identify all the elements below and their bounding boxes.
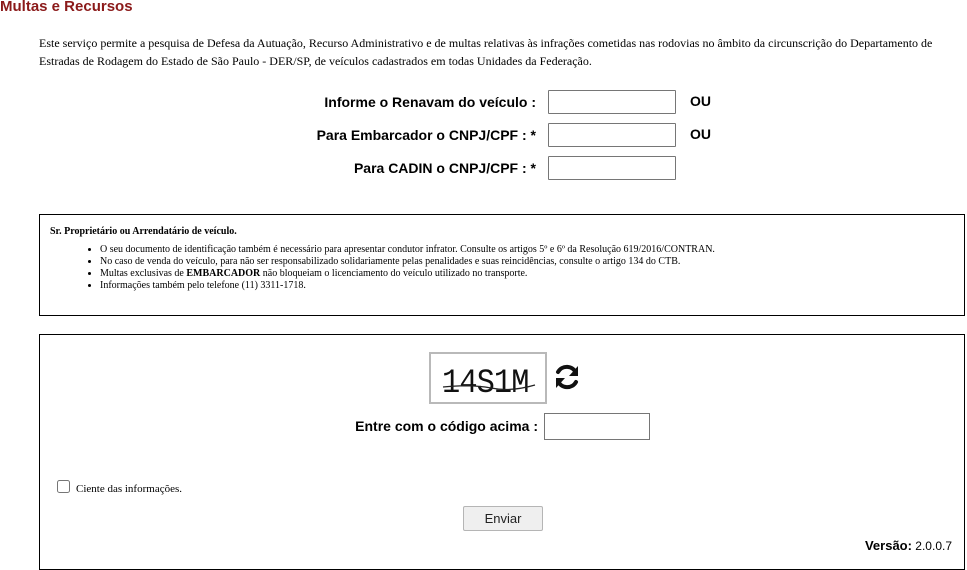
embarcador-cnpj-input[interactable] <box>548 123 676 147</box>
captcha-code-text: 14S1M <box>442 363 529 402</box>
cadin-label: Para CADIN o CNPJ/CPF : * <box>353 160 536 176</box>
submit-button[interactable]: Enviar <box>463 506 543 531</box>
notice-heading: Sr. Proprietário ou Arrendatário de veículo. <box>50 226 237 237</box>
captcha-glyphs <box>431 354 545 402</box>
notice-item-vehicle-sale: • No caso de venda do veículo, para não ser responsabilizado solidariamente pelas penalidades e suas reincidências, consulte o artigo 134 do CTB. <box>100 256 960 268</box>
cadin-row <box>136 156 536 180</box>
version-label: Versão: <box>864 538 912 553</box>
agree-label: Ciente das informações. <box>76 483 182 495</box>
or-label-1: OU <box>690 93 711 109</box>
owner-notice-box <box>39 214 965 316</box>
intro-text: Este serviço permite a pesquisa de Defesa da Autuação, Recurso Administrativo e de multas relativas às infrações cometidas nas rodovias no âmbito da circunscrição do Departamento de Estradas de Rodagem do Estado de São Paulo - DER/SP, de veículos cadastrados em todas Unidades da Federação. <box>39 36 933 68</box>
page-title: Multas e Recursos <box>0 0 133 15</box>
embarcador-label: Para Embarcador o CNPJ/CPF : * <box>316 127 536 143</box>
renavam-row <box>136 90 536 114</box>
captcha-panel <box>39 334 965 570</box>
renavam-label: Informe o Renavam do veículo : <box>324 94 536 110</box>
notice-list <box>50 244 960 292</box>
captcha-code-label: Entre com o código acima : <box>355 418 538 434</box>
version-value: 2.0.0.7 <box>915 539 952 553</box>
notice-item-phone: • Informações também pelo telefone (11) 3311-1718. <box>100 280 960 292</box>
notice-item-embarcador-post: não bloqueiam o licenciamento do veículo utilizado no transporte. <box>260 268 528 279</box>
refresh-icon[interactable] <box>552 362 582 392</box>
version-info <box>865 538 952 553</box>
embarcador-row <box>136 123 536 147</box>
notice-item-embarcador-pre: Multas exclusivas de <box>100 268 187 279</box>
cadin-cnpj-input[interactable] <box>548 156 676 180</box>
notice-item-id-document: • O seu documento de identificação também é necessário para apresentar condutor infrator. Consulte os artigos 5º e 6º da Resolução 619/2016/CONTRAN. <box>100 244 960 256</box>
captcha-image <box>429 352 547 404</box>
or-label-2: OU <box>690 126 711 142</box>
captcha-code-input[interactable] <box>544 413 650 440</box>
renavam-input[interactable] <box>548 90 676 114</box>
agree-checkbox[interactable] <box>57 480 70 493</box>
notice-item-embarcador <box>100 268 960 280</box>
notice-item-embarcador-strong: EMBARCADOR <box>186 268 261 279</box>
